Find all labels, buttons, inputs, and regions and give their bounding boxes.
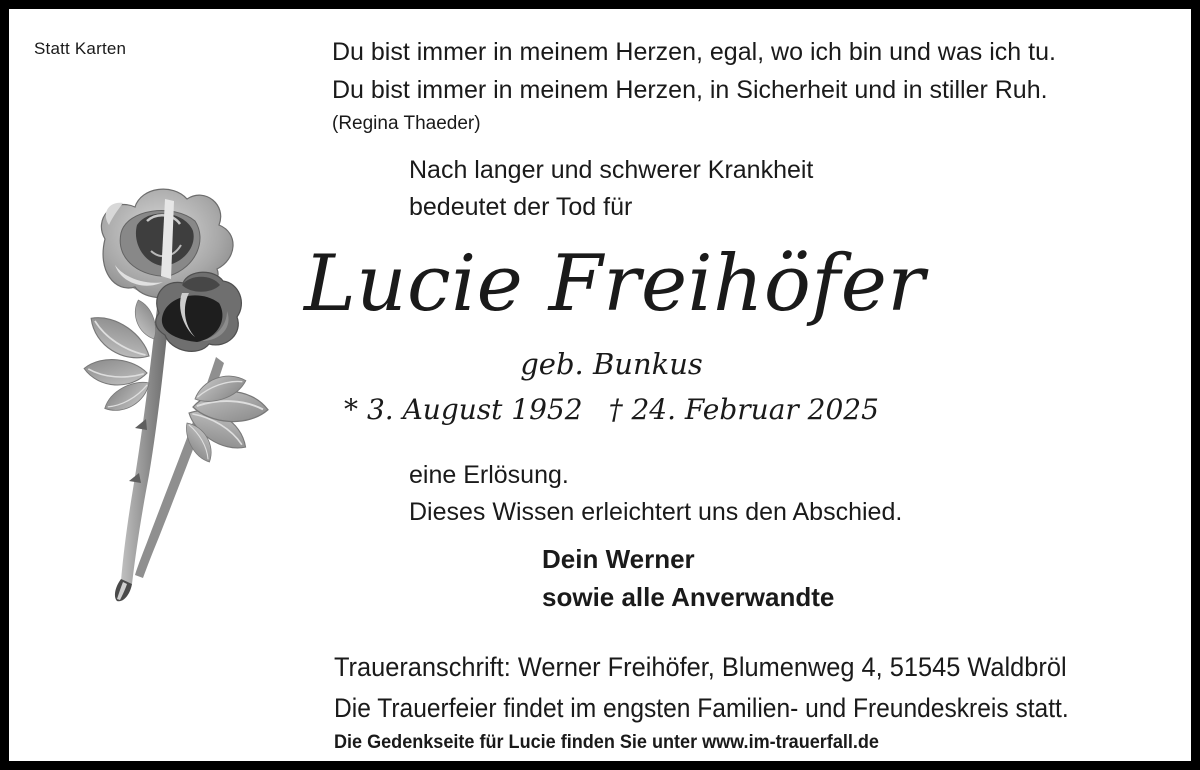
mourning-address-line: Traueranschrift: Werner Freihöfer, Blumenweg 4, 51545 Waldbröl <box>334 652 1067 682</box>
birth-date: * 3. August 1952 <box>344 393 583 426</box>
quote-line-1: Du bist immer in meinem Herzen, egal, wo ich bin und was ich tu. <box>332 38 1056 66</box>
quote-attribution: (Regina Thaeder) <box>332 113 481 134</box>
life-dates <box>304 393 919 426</box>
mourner-line-2: sowie alle Anverwandte <box>542 582 835 612</box>
body-line-1: eine Erlösung. <box>409 461 569 489</box>
memorial-page-line: Die Gedenkseite für Lucie finden Sie unter www.im-trauerfall.de <box>334 732 879 753</box>
mourner-line-1: Dein Werner <box>542 544 695 574</box>
deceased-name: Lucie Freihöfer <box>304 239 926 329</box>
ceremony-line: Die Trauerfeier findet im engsten Familien- und Freundeskreis statt. <box>334 693 1069 723</box>
body-line-2: Dieses Wissen erleichtert uns den Abschied. <box>409 498 903 526</box>
quote-line-2: Du bist immer in meinem Herzen, in Sicherheit und in stiller Ruh. <box>332 76 1048 104</box>
intro-line-2: bedeutet der Tod für <box>409 193 633 221</box>
death-date: † 24. Februar 2025 <box>608 393 879 426</box>
intro-line-1: Nach langer und schwerer Krankheit <box>409 156 814 184</box>
maiden-name: geb. Bunkus <box>520 347 703 381</box>
statt-karten-note: Statt Karten <box>34 39 127 58</box>
rose-illustration <box>51 181 283 606</box>
